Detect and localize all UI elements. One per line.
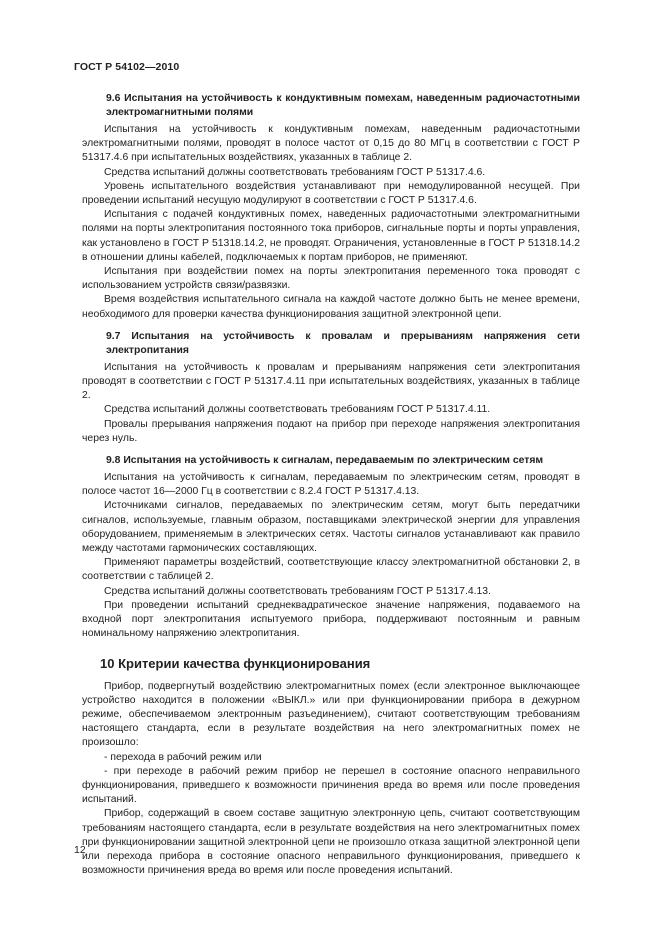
list-item: - перехода в рабочий режим или (104, 751, 262, 763)
paragraph: Уровень испытательного воздействия устанавливают при немодулированной несущей. При проведении испытаний несущую модулируют в соответствии с ГОСТ Р 51317.4.6. (82, 180, 580, 207)
paragraph: Время воздействия испытательного сигнала на каждой частоте должно быть не менее времени, необходимого для проверки качества функционирования защитной электронной цепи. (82, 294, 580, 320)
section-9-7-heading: 9.7 Испытания на устойчивость к провалам и прерываниям напряжения сети электропитания (106, 330, 580, 356)
document-header: ГОСТ Р 54102—2010 (74, 61, 180, 73)
section-9-6-heading: 9.6 Испытания на устойчивость к кондуктивным помехам, наведенным радиочастотными электромагнитными полями (106, 93, 580, 118)
page-number: 12 (74, 844, 86, 856)
paragraph: Прибор, подвергнутый воздействию электромагнитных помех (если электронное выключающее устройство находится в положении «ВЫКЛ.» или при функционировании прибора в дежурном режиме, обеспечиваемом электронным разъединением), считают соответствующим требованиям настоящего стандарта, если в результате воздействия на него электромагнитных помех не произошло: (82, 680, 580, 749)
paragraph: Испытания на устойчивость к провалам и прерываниям напряжения сети электропитания проводят в соответствии с ГОСТ Р 51317.4.11 при испытательных воздействиях, указанных в таблице 2. (82, 361, 580, 402)
paragraph: Испытания на устойчивость к кондуктивным помехам, наведенным радиочастотными электромагнитными полями, проводят в полосе частот от 0,15 до 80 МГц в соответствии с ГОСТ Р 51317.4.6 при испытательных воздействиях, указанных в таблице 2. (82, 124, 580, 164)
paragraph: Провалы прерывания напряжения подают на прибор при переходе напряжения электропитания через нуль. (82, 418, 580, 444)
paragraph: Испытания с подачей кондуктивных помех, наведенных радиочастотными электромагнитными полями на порты электропитания постоянного тока приборов, сигнальные порты и порты управления, как установлено в ГОСТ Р 51318.14.2, не проводят. Ограничения, установленные в ГОСТ Р 51318.14.2 в отношении длины кабелей, подключаемых к портам приборов, не применяют. (82, 209, 580, 263)
paragraph: Испытания на устойчивость к сигналам, передаваемым по электрическим сетям, проводят в полосе частот 16—2000 Гц в соответствии с 8.2.4 ГОСТ Р 51317.4.13. (82, 472, 580, 498)
paragraph: Испытания при воздействии помех на порты электропитания переменного тока проводят с использованием устройств связи/развязки. (82, 266, 580, 292)
paragraph: Средства испытаний должны соответствовать требованиям ГОСТ Р 51317.4.6. (104, 166, 486, 178)
paragraph: Средства испытаний должны соответствовать требованиям ГОСТ Р 51317.4.11. (104, 404, 491, 416)
paragraph: При проведении испытаний среднеквадратическое значение напряжения, подаваемого на входной порт электропитания испытуемого прибора, поддерживают постоянным и равным номинальному напряжению электропитания. (82, 599, 580, 640)
section-10-heading: 10 Критерии качества функционирования (100, 655, 371, 671)
paragraph: Средства испытаний должны соответствовать требованиям ГОСТ Р 51317.4.13. (104, 585, 491, 597)
paragraph: Применяют параметры воздействий, соответствующие классу электромагнитной обстановки 2, в соответствии с таблицей 2. (82, 557, 580, 583)
list-item: - при переходе в рабочий режим прибор не перешел в состояние опасного неправильного функционирования, приведшего к возможности причинения вреда во время или после проведения испытаний. (82, 765, 580, 806)
paragraph: Прибор, содержащий в своем составе защитную электронную цепь, считают соответствующим требованиям настоящего стандарта, если в результате воздействия на него электромагнитных помех при функционировании защитной электронной цепи не произошло отказа защитной электронной цепи или перехода прибора в состояние опасного неправильного функционирования, приведшего к возможности причинения вреда во время или после проведения испытаний. (82, 808, 580, 877)
page-content (82, 92, 580, 878)
section-9-8-heading: 9.8 Испытания на устойчивость к сигналам, передаваемым по электрическим сетям (106, 455, 544, 467)
paragraph: Источниками сигналов, передаваемых по электрическим сетям, могут быть передатчики сигналов, используемые, главным образом, поставщиками электрической энергии для управления оборудованием, применяемым в электрических сетях. Частоты сигналов устанавливают как правило между частотами гармонических составляющих. (82, 500, 580, 555)
